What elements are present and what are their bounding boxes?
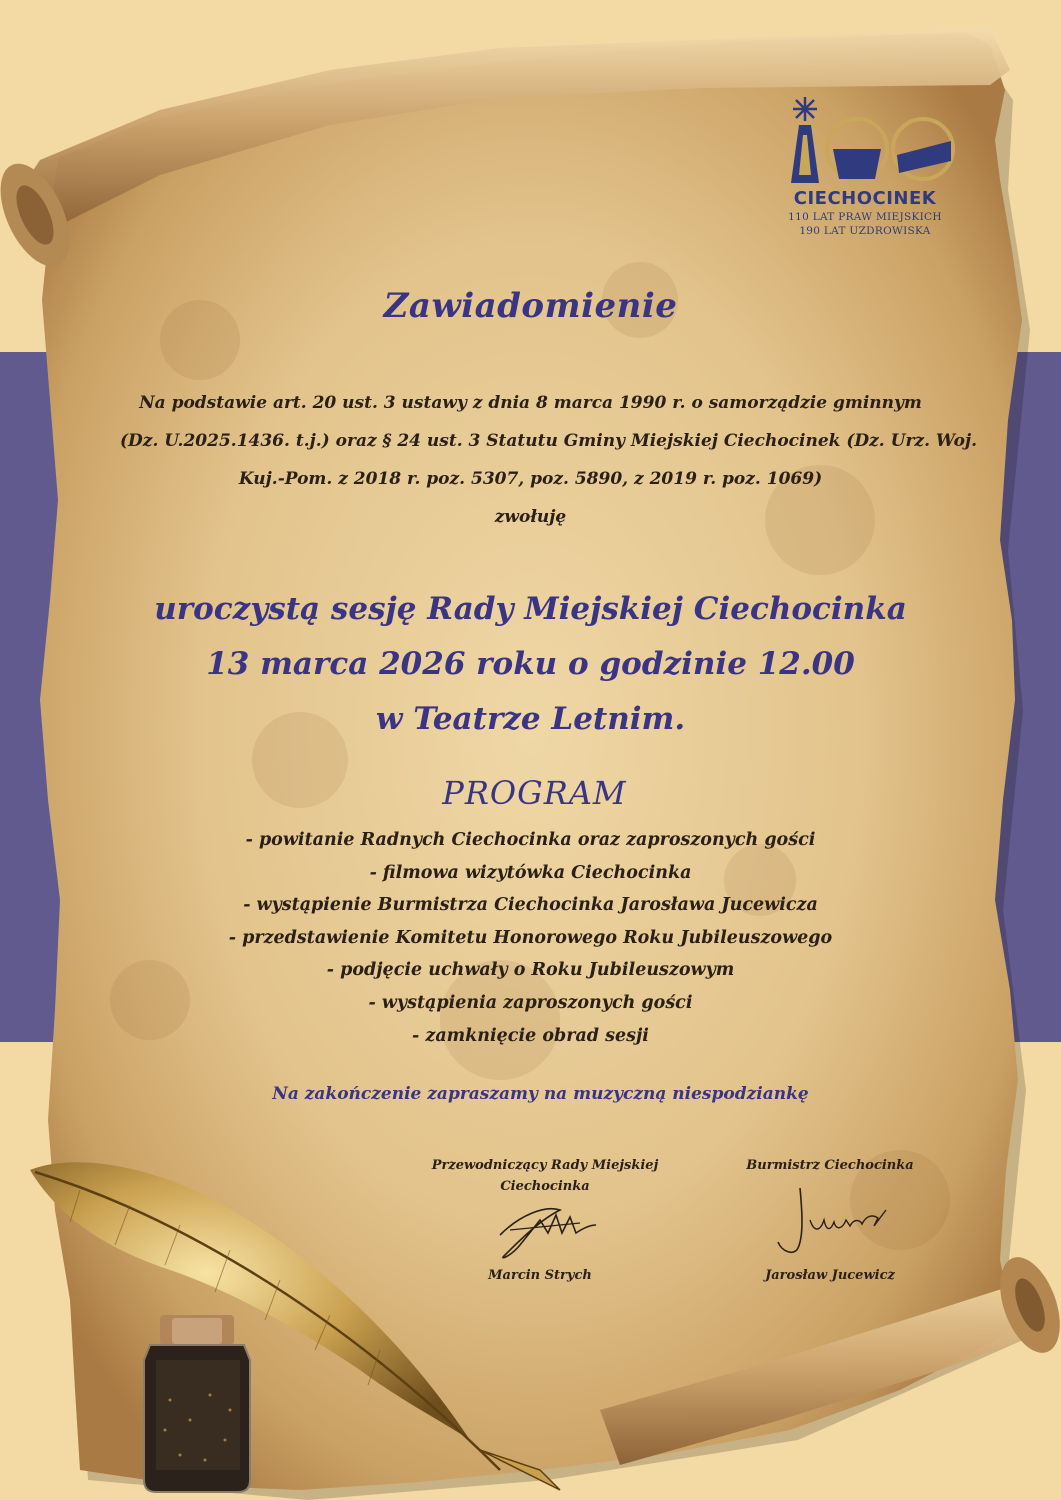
headline-line: w Teatrze Letnim. <box>375 701 686 737</box>
signer-role: Ciechocinka <box>500 1179 590 1194</box>
legal-line: (Dz. U.2025.1436. t.j.) oraz § 24 ust. 3 Statutu Gminy Miejskiej Ciechocinek (Dz. Urz. Woj. <box>120 431 978 451</box>
program-item: - wystąpienia zaproszonych gości <box>368 992 693 1013</box>
signer-role: Burmistrz Ciechocinka <box>746 1158 914 1173</box>
handwritten-signature-mayor <box>770 1180 900 1260</box>
signature-block-mayor <box>720 1155 940 1176</box>
signer-role: Przewodniczący Rady Miejskiej <box>431 1158 659 1173</box>
page-title: Zawiadomienie <box>383 286 678 326</box>
program-list <box>150 824 911 1052</box>
logo-subtitle-2: 190 LAT UZDROWISKA <box>799 225 931 237</box>
headline-line: uroczystą sesję Rady Miejskiej Ciechocinka <box>154 591 907 627</box>
logo-name: CIECHOCINEK <box>793 188 937 209</box>
session-announcement <box>100 582 961 747</box>
legal-line: Na podstawie art. 20 ust. 3 ustawy z dnia 8 marca 1990 r. o samorządzie gminnym <box>139 393 922 413</box>
legal-basis-text <box>120 384 978 536</box>
logo-subtitle-1: 110 LAT PRAW MIEJSKICH <box>788 211 942 223</box>
program-item: - wystąpienie Burmistrza Ciechocinka Jarosława Jucewicza <box>243 895 818 916</box>
handwritten-signature-chairman <box>490 1195 600 1265</box>
signature-block-chairman <box>420 1155 670 1197</box>
signer-name: Jarosław Jucewicz <box>765 1268 895 1283</box>
program-item: - powitanie Radnych Ciechocinka oraz zaproszonych gości <box>245 830 816 850</box>
program-item: - podjęcie uchwały o Roku Jubileuszowym <box>326 960 735 981</box>
program-item: - przedstawienie Komitetu Honorowego Roku Jubileuszowego <box>228 927 833 948</box>
legal-line: Kuj.-Pom. z 2018 r. poz. 5307, poz. 5890, z 2019 r. poz. 1069) <box>238 469 823 489</box>
legal-line: zwołuję <box>494 507 567 527</box>
headline-line: 13 marca 2026 roku o godzinie 12.00 <box>206 646 855 682</box>
program-item: - filmowa wizytówka Ciechocinka <box>369 862 692 883</box>
closing-note: Na zakończenie zapraszamy na muzyczną niespodziankę <box>272 1084 809 1104</box>
signer-name: Marcin Strych <box>488 1268 592 1283</box>
program-heading: PROGRAM <box>442 774 627 812</box>
program-item: - zamknięcie obrad sesji <box>412 1025 649 1046</box>
